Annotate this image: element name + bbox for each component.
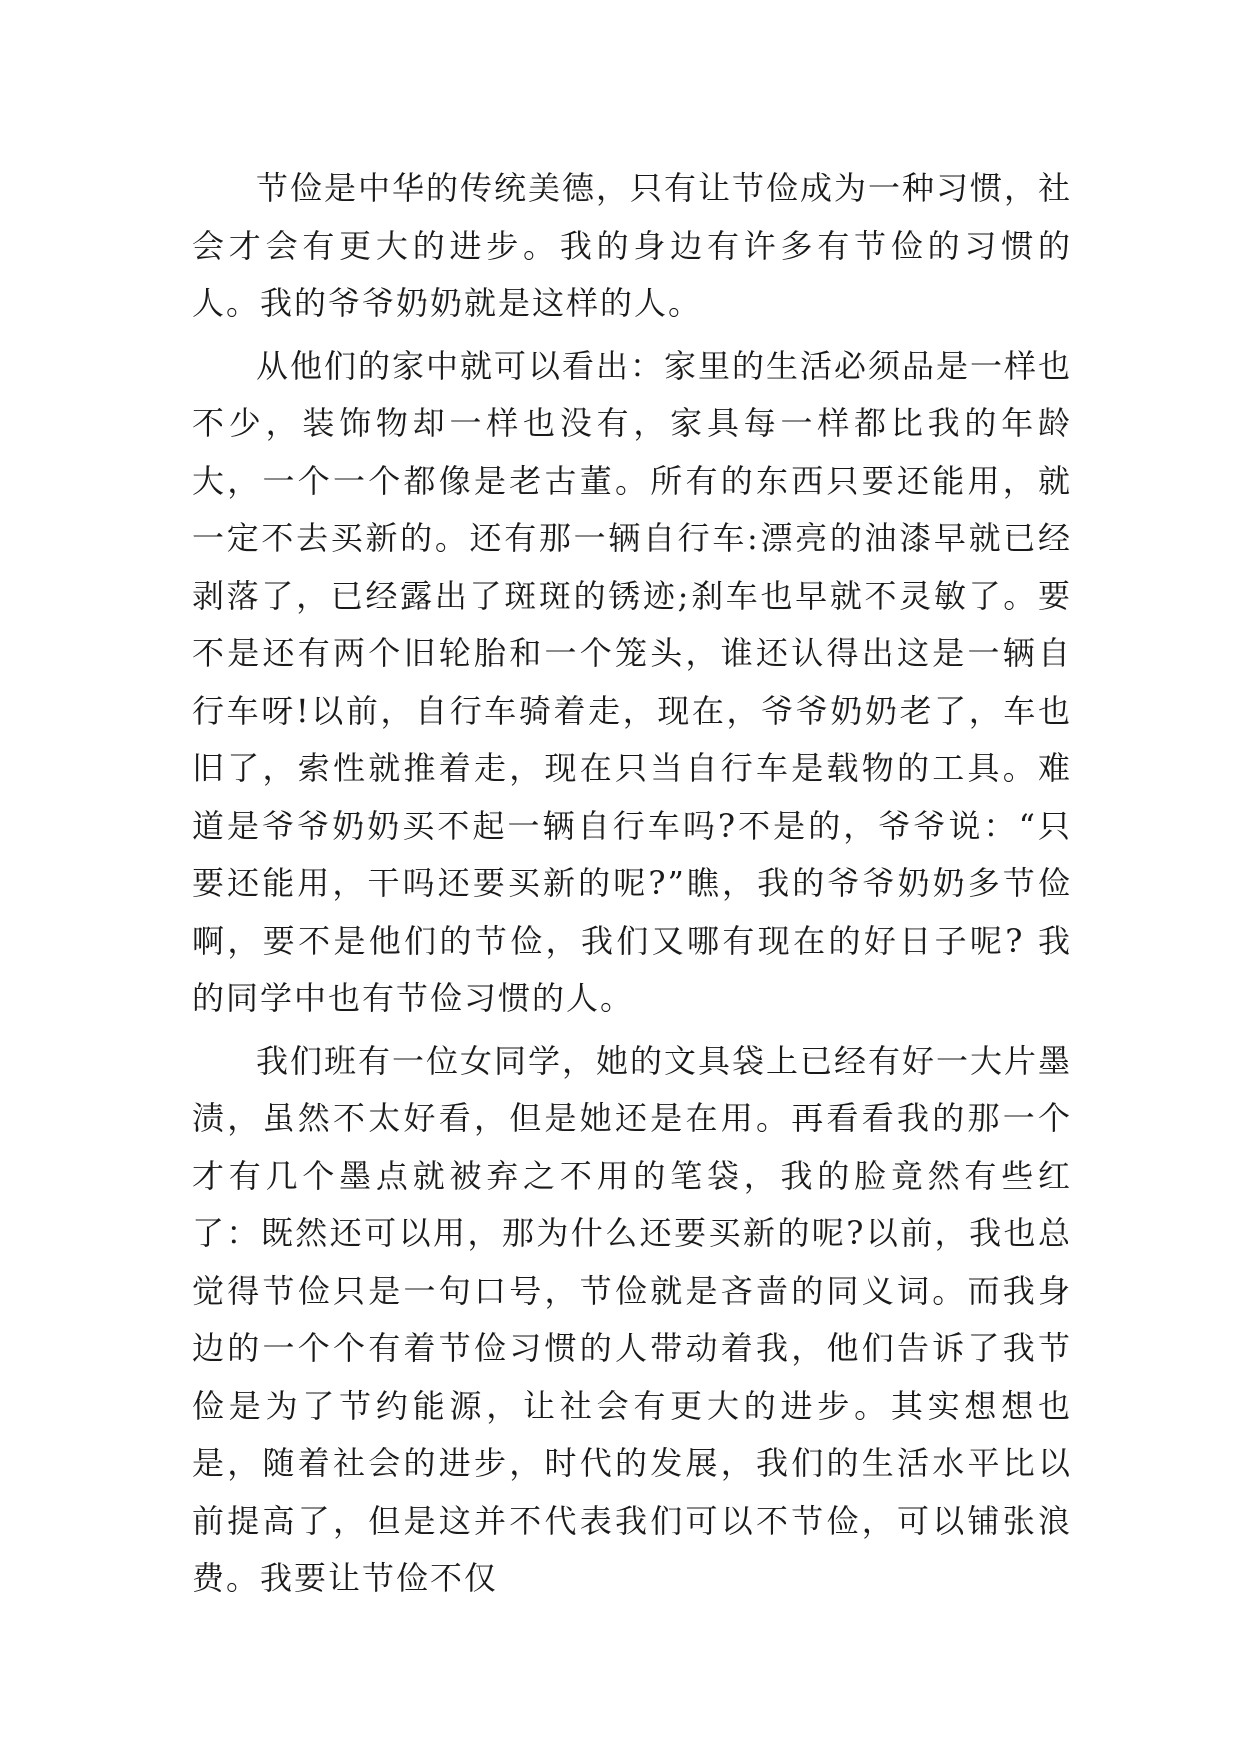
paragraph-3: 我们班有一位女同学，她的文具袋上已经有好一大片墨渍，虽然不太好看，但是她还是在用。再看看我的那一个才有几个墨点就被弃之不用的笔袋，我的脸竟然有些红了：既然还可以用，那为什么还要买新的呢?以前，我也总觉得节俭只是一句口号，节俭就是吝啬的同义词。而我身边的一个个有着节俭习惯的人带动着我，他们告诉了我节俭是为了节约能源，让社会有更大的进步。其实想想也是，随着社会的进步，时代的发展，我们的生活水平比以前提高了，但是这并不代表我们可以不节俭，可以铺张浪费。我要让节俭不仅 <box>192 1041 1073 1597</box>
paragraph-1: 节俭是中华的传统美德，只有让节俭成为一种习惯，社会才会有更大的进步。我的身边有许多有节俭的习惯的人。我的爷爷奶奶就是这样的人。 <box>192 169 1073 322</box>
body-text <box>192 160 1072 1608</box>
paragraph-2: 从他们的家中就可以看出：家里的生活必须品是一样也不少，装饰物却一样也没有，家具每一样都比我的年龄大，一个一个都像是老古董。所有的东西只要还能用，就一定不去买新的。还有那一辆自行车:漂亮的油漆早就已经剥落了，已经露出了斑斑的锈迹;刹车也早就不灵敏了。要不是还有两个旧轮胎和一个笼头，谁还认得出这是一辆自行车呀!以前，自行车骑着走，现在，爷爷奶奶老了，车也旧了，索性就推着走，现在只当自行车是载物的工具。难道是爷爷奶奶买不起一辆自行车吗?不是的，爷爷说：“只要还能用，干吗还要买新的呢?”瞧，我的爷爷奶奶多节俭啊，要不是他们的节俭，我们又哪有现在的好日子呢? 我的同学中也有节俭习惯的人。 <box>192 346 1073 1017</box>
